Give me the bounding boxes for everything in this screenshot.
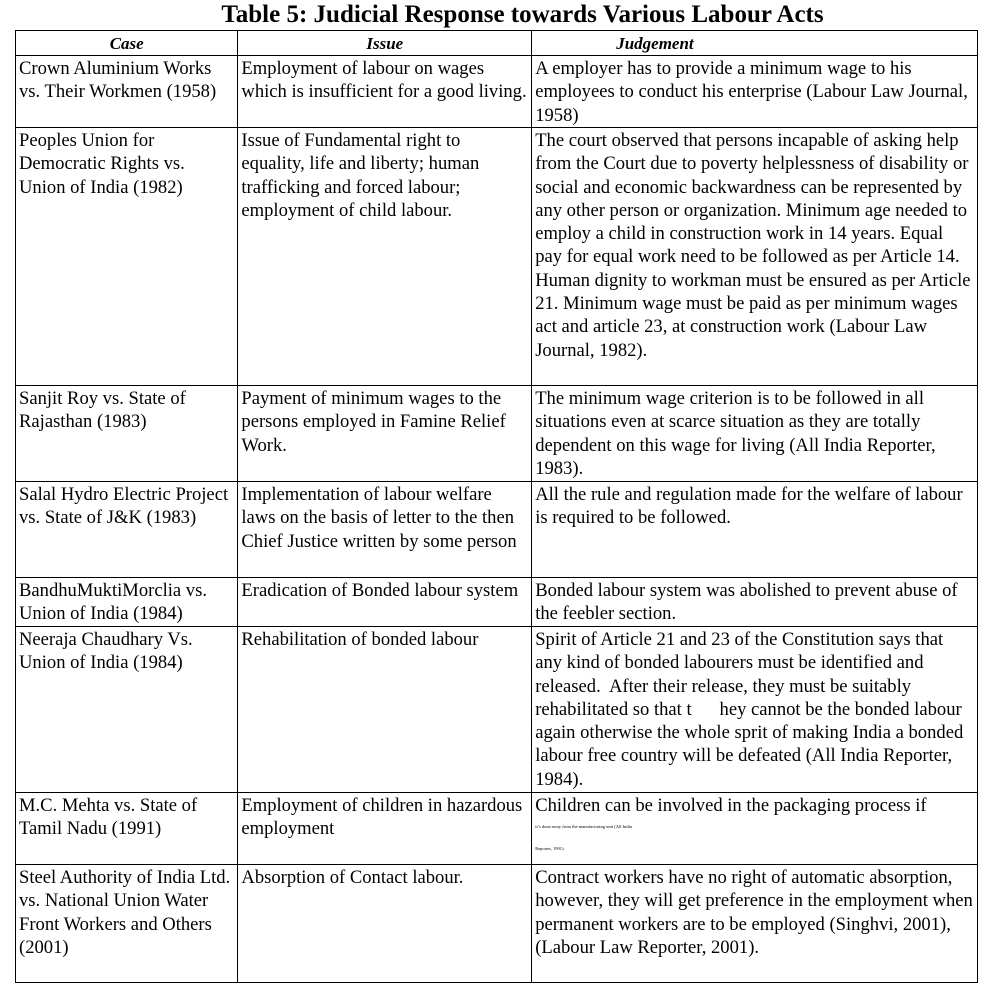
case-cell: Neeraja Chaudhary Vs. Union of India (1984) [16, 627, 238, 793]
case-cell: M.C. Mehta vs. State of Tamil Nadu (1991) [16, 793, 238, 865]
case-cell: Crown Aluminium Works vs. Their Workmen (1958) [16, 56, 238, 128]
issue-cell: Employment of children in hazardous employment [238, 793, 532, 865]
case-cell: Salal Hydro Electric Project vs. State of J&K (1983) [16, 482, 238, 578]
table-row [16, 482, 978, 578]
issue-cell: Eradication of Bonded labour system [238, 578, 532, 627]
table-row [16, 386, 978, 482]
issue-cell: Issue of Fundamental right to equality, life and liberty; human trafficking and forced labour; employment of child labour. [238, 128, 532, 386]
judgement-cell [532, 793, 978, 865]
judgement-cell: Spirit of Article 21 and 23 of the Constitution says that any kind of bonded labourers must be identified and released. After their release, they must be suitably rehabilitated so that t hey cannot be the bonded labour again otherwise the whole sprit of making India a bonded labour free country will be defeated (All India Reporter, 1984). [532, 627, 978, 793]
judgement-cell: A employer has to provide a minimum wage to his employees to conduct his enterprise (Labour Law Journal, 1958) [532, 56, 978, 128]
case-cell: Steel Authority of India Ltd. vs. National Union Water Front Workers and Others (2001) [16, 865, 238, 983]
table-row [16, 578, 978, 627]
judgement-cell: All the rule and regulation made for the welfare of labour is required to be followed. [532, 482, 978, 578]
judgement-cell: Contract workers have no right of automatic absorption, however, they will get preference in the employment when permanent workers are to be employed (Singhvi, 2001), (Labour Law Reporter, 2001). [532, 865, 978, 983]
judgement-small-text: it’s done away from the manufacturing unit (All India [535, 824, 632, 830]
table-row [16, 627, 978, 793]
issue-cell: Implementation of labour welfare laws on the basis of letter to the then Chief Justice written by some person [238, 482, 532, 578]
judgement-cell: The court observed that persons incapable of asking help from the Court due to poverty helplessness of disability or social and economic backwardness can be represented by any other person or organization. Minimum age needed to employ a child in construction work in 14 years. Equal pay for equal work need to be followed as per Article 14. Human dignity to workman must be ensured as per Article 21. Minimum wage must be paid as per minimum wages act and article 23, at construction work (Labour Law Journal, 1982). [532, 128, 978, 386]
table-row [16, 793, 978, 865]
header-case: Case [16, 31, 238, 56]
header-row [16, 31, 978, 56]
issue-cell: Payment of minimum wages to the persons employed in Famine Relief Work. [238, 386, 532, 482]
judgement-cell: The minimum wage criterion is to be followed in all situations even at scarce situation as they are totally dependent on this wage for living (All India Reporter, 1983). [532, 386, 978, 482]
case-cell: BandhuMuktiMorclia vs. Union of India (1984) [16, 578, 238, 627]
issue-cell: Absorption of Contact labour. [238, 865, 532, 983]
issue-cell: Employment of labour on wages which is insufficient for a good living. [238, 56, 532, 128]
judicial-response-table [15, 30, 978, 983]
table-row [16, 865, 978, 983]
table-row [16, 56, 978, 128]
judgement-cell: Bonded labour system was abolished to prevent abuse of the feebler section. [532, 578, 978, 627]
table-title: Table 5: Judicial Response towards Various Labour Acts [221, 1, 824, 28]
table-row [16, 128, 978, 386]
judgement-small-text: Reporter, 1991). [535, 846, 565, 852]
judgement-text: Children can be involved in the packaging process if [535, 795, 927, 816]
header-issue: Issue [238, 31, 532, 56]
case-cell: Peoples Union for Democratic Rights vs. Union of India (1982) [16, 128, 238, 386]
issue-cell: Rehabilitation of bonded labour [238, 627, 532, 793]
header-judgement: Judgement [532, 31, 978, 56]
case-cell: Sanjit Roy vs. State of Rajasthan (1983) [16, 386, 238, 482]
